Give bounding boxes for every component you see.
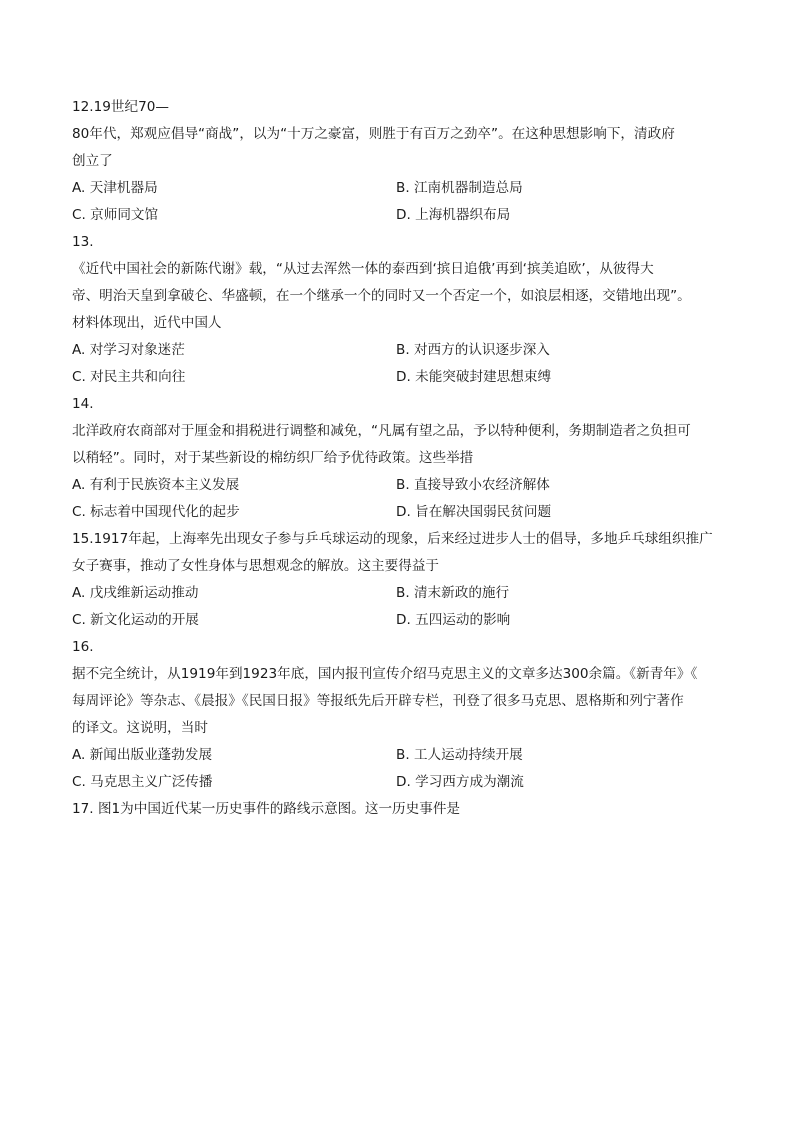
question-17-stem-line-1: 17. 图1为中国近代某一历史事件的路线示意图。这一历史事件是 <box>72 801 461 817</box>
question-12-stem-line-2: 80年代，郑观应倡导“商战”，以为“十万之豪富，则胜于有百万之劲卒”。在这种思想影响下，清政府 <box>72 126 675 142</box>
question-14-stem-line-1: 14. <box>72 396 94 412</box>
question-15-option-a[interactable]: A. 戊戌维新运动推动 <box>72 585 199 601</box>
question-16-stem-line-3: 每周评论》等杂志、《晨报》《民国日报》等报纸先后开辟专栏，刊登了很多马克思、恩格斯和列宁著作 <box>72 693 684 709</box>
question-12 <box>72 94 734 229</box>
question-12-stem-line-1: 12.19世纪70— <box>72 99 169 115</box>
question-14-options-row-2 <box>72 499 734 526</box>
question-15-stem-line-2: 女子赛事，推动了女性身体与思想观念的解放。这主要得益于 <box>72 558 440 574</box>
question-16-options-row-2 <box>72 769 734 796</box>
question-16-stem-line-2: 据不完全统计，从1919年到1923年底，国内报刊宣传介绍马克思主义的文章多达300余篇。《新青年》《 <box>72 666 698 682</box>
question-13-options-row-2 <box>72 364 734 391</box>
question-13-stem-line-1: 13. <box>72 234 94 250</box>
question-16-option-c[interactable]: C. 马克思主义广泛传播 <box>72 774 213 790</box>
question-16-option-d[interactable]: D. 学习西方成为潮流 <box>396 774 524 790</box>
question-15-stem-line-1: 15.1917年起，上海率先出现女子参与乒乓球运动的现象，后来经过进步人士的倡导，多地乒乓球组织推广 <box>72 531 713 547</box>
question-12-option-c[interactable]: C. 京师同文馆 <box>72 207 159 223</box>
question-14-option-b[interactable]: B. 直接导致小农经济解体 <box>396 477 550 493</box>
question-12-stem-line-3: 创立了 <box>72 153 113 169</box>
question-13-option-d[interactable]: D. 未能突破封建思想束缚 <box>396 369 552 385</box>
question-15-options-row-1 <box>72 580 734 607</box>
question-12-options-row-2 <box>72 202 734 229</box>
question-16-option-a[interactable]: A. 新闻出版业蓬勃发展 <box>72 747 213 763</box>
question-13-option-b[interactable]: B. 对西方的认识逐步深入 <box>396 342 550 358</box>
question-16-options-row-1 <box>72 742 734 769</box>
question-15-option-b[interactable]: B. 清末新政的施行 <box>396 585 510 601</box>
question-16-stem-line-4: 的译文。这说明，当时 <box>72 720 208 736</box>
question-13-stem-line-4: 材料体现出，近代中国人 <box>72 315 222 331</box>
question-15 <box>72 526 734 634</box>
question-14-option-d[interactable]: D. 旨在解决国弱民贫问题 <box>396 504 552 520</box>
question-12-option-b[interactable]: B. 江南机器制造总局 <box>396 180 523 196</box>
question-12-option-a[interactable]: A. 天津机器局 <box>72 180 158 196</box>
question-16-option-b[interactable]: B. 工人运动持续开展 <box>396 747 523 763</box>
question-15-option-d[interactable]: D. 五四运动的影响 <box>396 612 511 628</box>
question-15-options-row-2 <box>72 607 734 634</box>
question-13-stem-line-2: 《近代中国社会的新陈代谢》载，“从过去浑然一体的泰西到‘摈日追俄’再到‘摈美追欧’，从彼得大 <box>72 261 654 277</box>
question-13-options-row-1 <box>72 337 734 364</box>
question-13-option-a[interactable]: A. 对学习对象迷茫 <box>72 342 185 358</box>
question-12-option-d[interactable]: D. 上海机器织布局 <box>396 207 511 223</box>
question-13 <box>72 229 734 391</box>
question-13-stem-line-3: 帝、明治天皇到拿破仑、华盛顿，在一个继承一个的同时又一个否定一个，如浪层相逐，交错地出现”。 <box>72 288 691 304</box>
question-14-stem-line-3: 以稍轻”。同时，对于某些新设的棉纺织厂给予优待政策。这些举措 <box>72 450 474 466</box>
question-15-option-c[interactable]: C. 新文化运动的开展 <box>72 612 199 628</box>
question-16-stem-line-1: 16. <box>72 639 94 655</box>
question-16 <box>72 634 734 796</box>
question-14-stem-line-2: 北洋政府农商部对于厘金和捐税进行调整和减免，“凡属有望之品，予以特种便利，务期制造者之负担可 <box>72 423 691 439</box>
question-14 <box>72 391 734 526</box>
question-13-option-c[interactable]: C. 对民主共和向往 <box>72 369 186 385</box>
question-14-option-a[interactable]: A. 有利于民族资本主义发展 <box>72 477 240 493</box>
question-14-option-c[interactable]: C. 标志着中国现代化的起步 <box>72 504 240 520</box>
question-12-options-row-1 <box>72 175 734 202</box>
question-14-options-row-1 <box>72 472 734 499</box>
question-17 <box>72 796 734 823</box>
